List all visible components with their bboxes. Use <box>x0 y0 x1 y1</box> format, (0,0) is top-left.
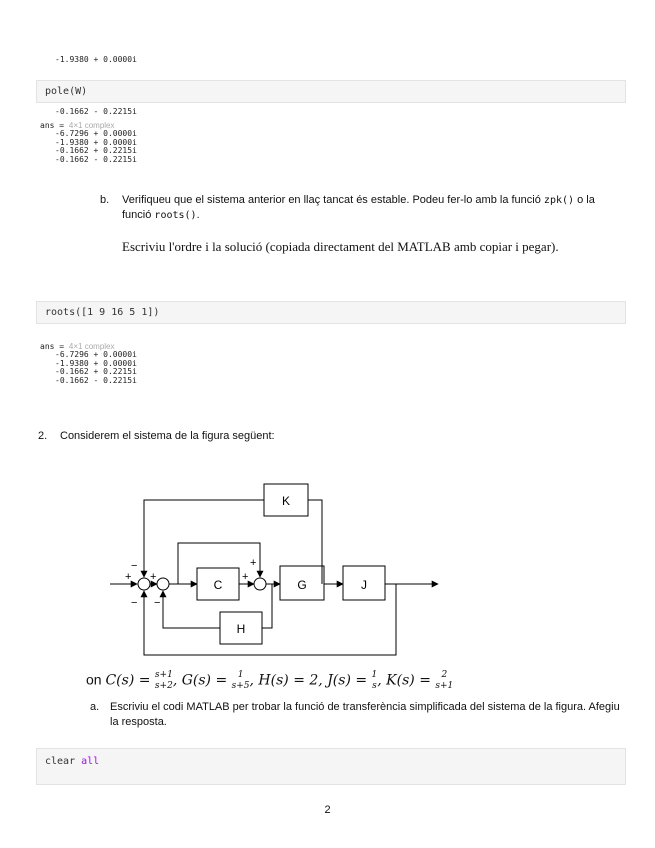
code-cell-pole[interactable] <box>36 80 626 103</box>
question-2-text: Considerem el sistema de la figura següent: <box>60 430 275 442</box>
outer-feedback <box>144 584 396 655</box>
k-feedback-out <box>144 500 264 577</box>
item-b-text-3: . <box>196 209 200 221</box>
frac-num: s+1 <box>154 670 173 680</box>
sign-minus: − <box>131 597 138 609</box>
code-roots: roots() <box>154 210 197 221</box>
formula-j: J(s) = <box>327 672 372 689</box>
block-h <box>220 612 262 644</box>
ans-label: ans = <box>40 120 69 130</box>
output-line: -6.7296 + 0.0000i <box>55 129 137 139</box>
frac-g <box>232 670 250 692</box>
item-a-text: Escriviu el codi MATLAB per trobar la funció de transferència simplificada del sistema de la figura. Afegiu la resposta. <box>110 701 620 728</box>
output-line: -0.1662 + 0.2215i <box>55 367 137 377</box>
code-text: roots([1 9 16 5 1]) <box>45 307 160 318</box>
block-label-g: G <box>297 578 307 592</box>
dim-label: 4×1 complex <box>68 341 115 351</box>
output-line: -0.1662 - 0.2215i <box>55 106 137 116</box>
item-a-marker: a. <box>90 701 100 713</box>
sign-plus: + <box>250 557 257 569</box>
frac-num: 1 <box>237 670 244 680</box>
formula-k: , K(s) = <box>377 672 436 689</box>
code-cmd: clear <box>45 756 76 767</box>
formula <box>86 670 453 692</box>
summing-junction-3 <box>254 578 266 590</box>
output-line: -1.9380 + 0.0000i <box>55 358 137 368</box>
k-feedback-in <box>308 500 322 584</box>
formula-prefix: on <box>86 671 102 688</box>
code-text: pole(W) <box>45 86 88 97</box>
block-g <box>280 566 324 600</box>
code-zpk: zpk() <box>543 195 575 206</box>
item-b-text <box>122 193 622 223</box>
summing-junction-2 <box>157 578 169 590</box>
code-cell-clear[interactable] <box>36 748 626 785</box>
frac-k <box>435 670 453 692</box>
item-b-instruction: Escriviu l'ordre i la solució (copiada directament del MATLAB amb copiar i pegar). <box>122 239 559 254</box>
output-line: -0.1662 - 0.2215i <box>55 154 137 164</box>
h-feedback-out <box>163 591 220 628</box>
code-arg: all <box>81 756 100 767</box>
question-2-number: 2. <box>38 430 48 442</box>
dim-label: 4×1 complex <box>68 120 115 130</box>
block-label-k: K <box>281 494 291 508</box>
item-b-marker: b. <box>100 194 110 206</box>
frac-den: s+2 <box>154 681 173 691</box>
output-line: -0.1662 - 0.2215i <box>55 375 137 385</box>
frac-den: s+5 <box>231 681 250 691</box>
formula-g: , G(s) = <box>172 672 232 689</box>
code-cell-roots[interactable] <box>36 301 626 324</box>
summing-junction-1 <box>138 578 150 590</box>
block-k <box>264 484 308 516</box>
output-line: -6.7296 + 0.0000i <box>55 350 137 360</box>
roots-output <box>40 334 137 386</box>
item-b-text-1: Verifiqueu que el sistema anterior en llaç tancat és estable. Podeu fer-lo amb la funció <box>122 194 541 206</box>
sign-plus: + <box>125 571 132 583</box>
sign-plus: + <box>150 571 157 583</box>
block-c <box>197 568 239 600</box>
block-label-c: C <box>213 578 223 592</box>
h-feedback-in <box>262 584 272 628</box>
output-line: -1.9380 + 0.0000i <box>55 137 137 147</box>
formula-c: C(s) = <box>105 672 155 689</box>
page-number: 2 <box>324 804 331 816</box>
ans-label: ans = <box>40 341 69 351</box>
frac-num: 2 <box>441 670 448 680</box>
block-label-h: H <box>236 622 246 636</box>
frac-c <box>155 670 173 692</box>
block-j <box>343 566 385 600</box>
sign-plus: + <box>242 571 249 583</box>
formula-h: , H(s) = 2, <box>249 672 328 689</box>
output-line: -1.9380 + 0.0000i <box>55 55 137 65</box>
frac-den: s+1 <box>435 681 454 691</box>
block-label-j: J <box>361 578 367 592</box>
output-line: -0.1662 + 0.2215i <box>55 146 137 156</box>
pole-output <box>40 113 137 165</box>
frac-num: 1 <box>371 670 378 680</box>
inner-loop <box>178 543 260 584</box>
sign-minus: − <box>131 560 138 572</box>
item-b-text-2: o la funció <box>122 194 595 221</box>
sign-minus: − <box>154 597 161 609</box>
frac-den: s <box>372 681 377 691</box>
